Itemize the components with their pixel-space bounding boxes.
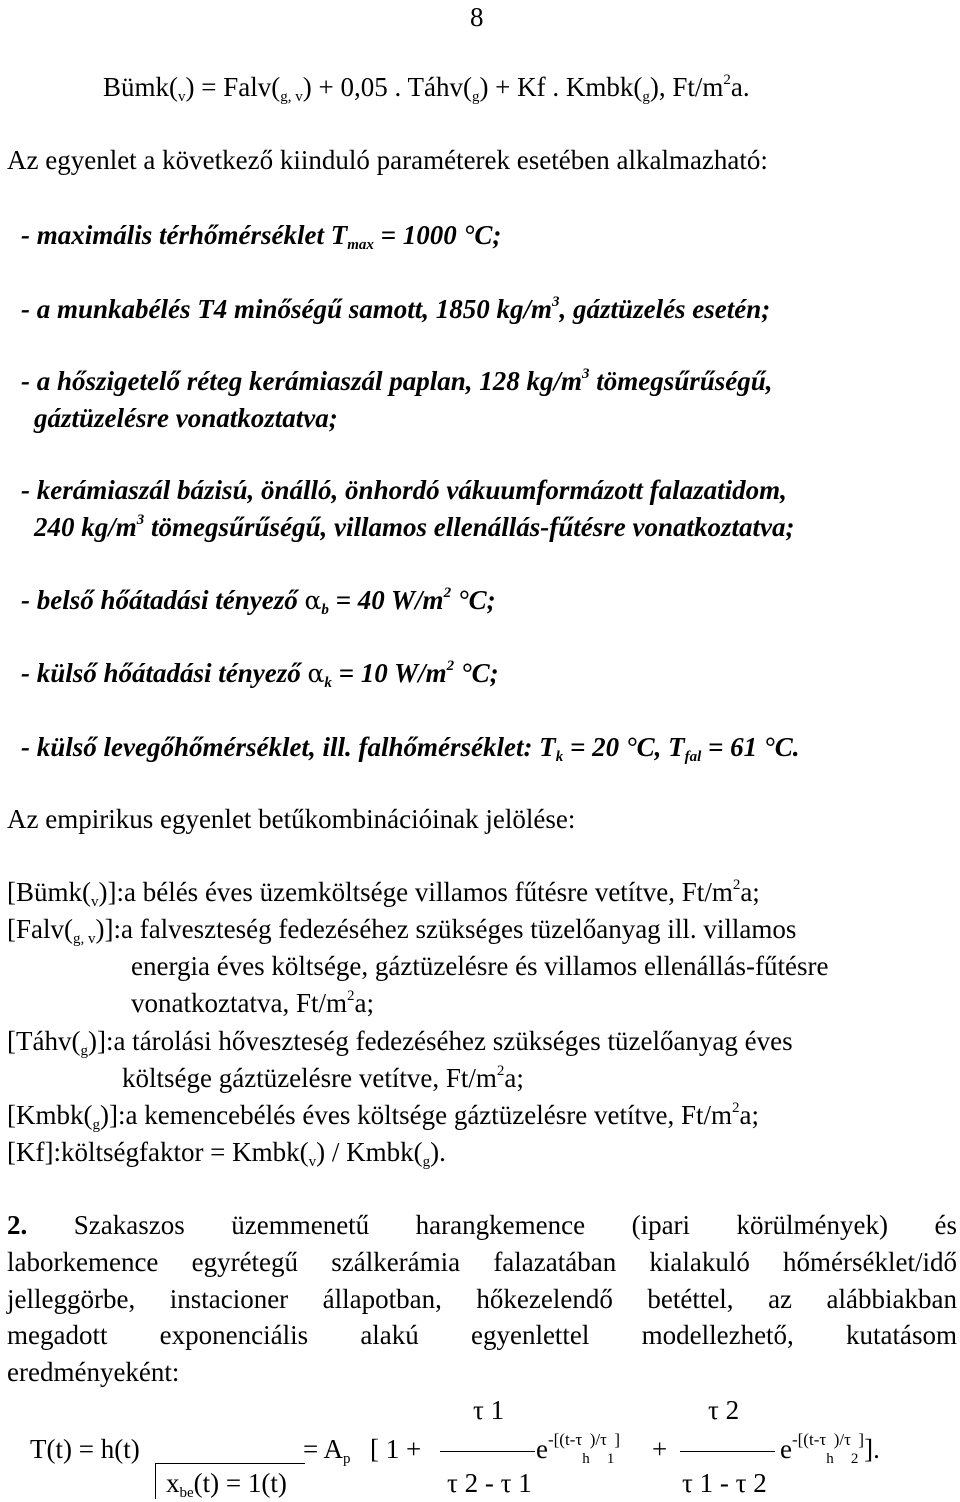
exponential-term-1: $e^{-[(t-\tau h)/\tau 1]}$ bbox=[536, 1430, 621, 1467]
condition-bracket-bar bbox=[155, 1463, 156, 1499]
condition-bracket-top bbox=[155, 1463, 305, 1464]
fraction1-line bbox=[440, 1451, 535, 1452]
notation-intro: Az empirikus egyenlet betűkombinációinak jelölése: bbox=[7, 804, 576, 834]
def-tahv-line2: költsége gáztüzelésre vetítve, $Ft/m^2a$; bbox=[122, 1063, 524, 1093]
fraction2-denominator: τ 1 - τ 2 bbox=[682, 1468, 767, 1498]
def-kmbk: $[Kmbk(_g)]:a$ kemencebélés éves költsége gáztüzelésre vetítve, $Ft/m^2a$; bbox=[7, 1100, 759, 1133]
section2-line2: laborkemence egyrétegű szálkerámia falazatában kialakuló hőmérséklet/idő bbox=[7, 1247, 957, 1277]
param-fiber-block-cont: 240 $kg/m^3$ tömegsűrűségű, villamos ellenállás-fűtésre vonatkoztatva; bbox=[34, 512, 795, 542]
param-alpha-b: - belső hőátadási tényező $\alpha_b = 40$ $W/m^2$ °C; bbox=[21, 585, 496, 618]
fraction1-denominator: τ 2 - τ 1 bbox=[447, 1468, 532, 1498]
intro-text: Az egyenlet a következő kiinduló paraméterek esetében alkalmazható: bbox=[7, 145, 768, 175]
param-insulation-cont: gáztüzelésre vonatkoztatva; bbox=[34, 403, 338, 433]
def-falv-line2: energia éves költsége, gáztüzelésre és villamos ellenállás-fűtésre bbox=[131, 951, 829, 981]
fraction2-numerator: τ 2 bbox=[708, 1395, 740, 1425]
def-bumk: $[Bümk(_v)]:a$ bélés éves üzemköltsége villamos fűtésre vetítve, $Ft/m^2a$; bbox=[7, 877, 760, 910]
section2-line5: eredményeként: bbox=[7, 1357, 180, 1387]
def-tahv: $[Táhv(_g)]:a$ tárolási hőveszteség fedezéséhez szükséges tüzelőanyag éves bbox=[7, 1026, 793, 1059]
section2-line3: jelleggörbe, instacioner állapotban, hőkezelendő betéttel, az alábbiakban bbox=[7, 1284, 957, 1314]
equation-lhs: T(t) = h(t) bbox=[30, 1434, 140, 1464]
param-tmax: - maximális térhőmérséklet $T_{max} = 1000$ °C; bbox=[21, 220, 502, 253]
def-falv-line3: vonatkoztatva, $Ft/m^2a$; bbox=[131, 988, 374, 1018]
param-lining: - a munkabélés T4 minőségű samott, 1850 $kg/m^3$, gáztüzelés esetén; bbox=[21, 294, 771, 324]
fraction2-line bbox=[680, 1451, 775, 1452]
equation-plus: + bbox=[652, 1434, 668, 1464]
param-alpha-k: - külső hőátadási tényező $\alpha_k = 10$ $W/m^2$ °C; bbox=[21, 658, 499, 691]
param-insulation: - a hőszigetelő réteg kerámiaszál paplan, 128 $kg/m^3$ tömegsűrűségű, bbox=[21, 366, 773, 396]
equation-condition: $x_{be}(t) = 1(t)$ bbox=[166, 1468, 287, 1501]
page-number: 8 bbox=[470, 2, 484, 32]
def-kf: [Kf]:költségfaktor = $Kmbk(_v)$ / $Kmbk(_g)$. bbox=[7, 1137, 446, 1170]
def-falv: $[Falv(_{g, v})]:a$ falveszteség fedezéséhez szükséges tüzelőanyag ill. villamos bbox=[7, 914, 797, 947]
section2-line4: megadott exponenciális alakú egyenlettel modellezhető, kutatásom bbox=[7, 1320, 957, 1350]
fraction1-numerator: τ 1 bbox=[473, 1395, 505, 1425]
equation-amplitude: = $A_p$ bbox=[303, 1434, 351, 1467]
exponential-term-2: $e^{-[(t-\tau h)/\tau 2]}$]. bbox=[780, 1430, 880, 1467]
equation-bracket-open: [ 1 + bbox=[370, 1434, 422, 1464]
cost-formula: $Bümk(_v)$ = $Falv(_{g, v}) + 0,05$ . $Táhv(_g) + Kf$ . $Kmbk(_g)$, $Ft/m^2a$. bbox=[103, 72, 750, 105]
param-fiber-block: - kerámiaszál bázisú, önálló, önhordó vákuumformázott falazatidom, bbox=[21, 475, 787, 505]
param-temperatures: - külső levegőhőmérséklet, ill. falhőmérséklet: $T_k = 20$ °C, $T_{fal} = 61$ °C. bbox=[21, 732, 800, 765]
section2-line1: 2. Szakaszos üzemmenetű harangkemence (ipari körülmények) és bbox=[7, 1210, 958, 1240]
